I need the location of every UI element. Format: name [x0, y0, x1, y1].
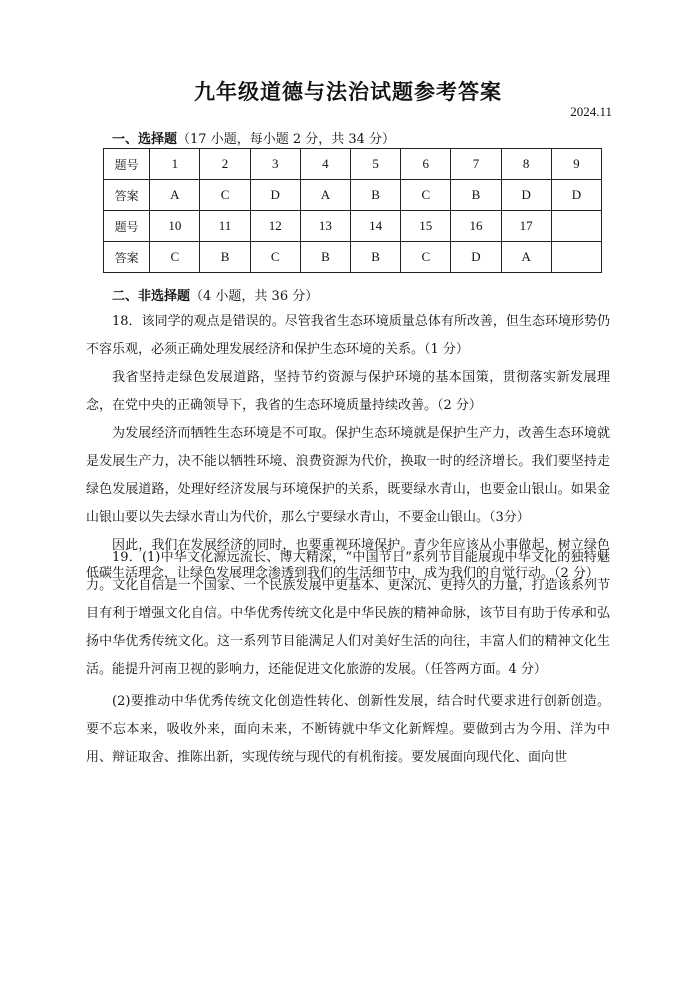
table-cell: 15 [401, 211, 451, 242]
table-cell: 12 [250, 211, 300, 242]
paragraph: 我省坚持走绿色发展道路，坚持节约资源与保护环境的基本国策，贯彻落实新发展理念，在党中央的正确领导下，我省的生态环境质量持续改善。（2 分） [86, 370, 610, 413]
paragraph: 19．(1)中华文化源远流长、博大精深，“中国节日”系列节目能展现中华文化的独特魅力。文化自信是一个国家、一个民族发展中更基本、更深沉、更持久的力量，打造该系列节目有利于增强文化自信。中华优秀传统文化是中华民族的精神命脉，该节目有助于传承和弘扬中华优秀传统文化。这一系列节目能满足人们对美好生活的向往，丰富人们的精神文化生活。能提升河南卫视的影响力，还能促进文化旅游的发展。（任答两方面。4 分） [86, 550, 610, 677]
paragraph: 18．该同学的观点是错误的。尽管我省生态环境质量总体有所改善，但生态环境形势仍不容乐观，必须正确处理发展经济和保护生态环境的关系。（1 分） [86, 314, 610, 357]
paragraph: 因此，我们在发展经济的同时，也要重视环境保护。青少年应该从小事做起，树立绿色低碳生活理念，让绿色发展理念渗透到我们的生活细节中，成为我们的自觉行动。（2 分） [86, 538, 610, 581]
table-cell [551, 242, 601, 273]
row-header-cell: 答案 [104, 242, 150, 273]
table-cell: D [250, 180, 300, 211]
table-cell: B [351, 180, 401, 211]
table-cell: 2 [200, 149, 250, 180]
table-cell: 6 [401, 149, 451, 180]
table-cell: D [551, 180, 601, 211]
date-label: 2024.11 [570, 104, 612, 119]
table-cell: C [200, 180, 250, 211]
table-cell: A [300, 180, 350, 211]
table-cell: C [401, 180, 451, 211]
table-cell: 10 [150, 211, 200, 242]
section-label: 二、非选择题 [112, 289, 191, 304]
table-cell: 16 [451, 211, 501, 242]
table-row [104, 242, 602, 273]
section-heading-choice [112, 128, 395, 147]
table-row [104, 180, 602, 211]
table-cell: D [451, 242, 501, 273]
table-row [104, 211, 602, 242]
table-cell: 11 [200, 211, 250, 242]
answer-table [103, 148, 602, 273]
page-title: 九年级道德与法治试题参考答案 [194, 79, 502, 104]
table-cell: 17 [501, 211, 551, 242]
question-19-answer [86, 544, 610, 772]
table-cell: 8 [501, 149, 551, 180]
row-header-cell: 题号 [104, 211, 150, 242]
table-cell: C [401, 242, 451, 273]
table-cell: A [501, 242, 551, 273]
table-cell: B [300, 242, 350, 273]
table-cell: 1 [150, 149, 200, 180]
section-heading-nonchoice [112, 285, 318, 304]
table-cell: C [150, 242, 200, 273]
table-cell: 7 [451, 149, 501, 180]
table-cell: B [351, 242, 401, 273]
section-label: 一、选择题 [112, 132, 178, 147]
section-note: （17 小题，每小题 2 分，共 34 分） [177, 132, 396, 147]
table-cell: 14 [351, 211, 401, 242]
table-cell: B [451, 180, 501, 211]
table-row [104, 149, 602, 180]
row-header-cell: 答案 [104, 180, 150, 211]
table-cell [551, 211, 601, 242]
table-cell: 13 [300, 211, 350, 242]
table-cell: 9 [551, 149, 601, 180]
table-cell: D [501, 180, 551, 211]
paragraph: (2)要推动中华优秀传统文化创造性转化、创新性发展，结合时代要求进行创新创造。要不忘本来，吸收外来，面向未来，不断铸就中华文化新辉煌。要做到古为今用、洋为中用、辩证取舍、推陈出新，实现传统与现代的有机衔接。要发展面向现代化、面向世 [86, 694, 610, 765]
table-cell: C [250, 242, 300, 273]
table-cell: A [150, 180, 200, 211]
table-cell: 5 [351, 149, 401, 180]
table-cell: 4 [300, 149, 350, 180]
table-cell: B [200, 242, 250, 273]
row-header-cell: 题号 [104, 149, 150, 180]
paragraph: 为发展经济而牺牲生态环境是不可取。保护生态环境就是保护生产力，改善生态环境就是发展生产力，决不能以牺牲环境、浪费资源为代价，换取一时的经济增长。我们要坚持走绿色发展道路，处理好经济发展与环境保护的关系，既要绿水青山，也要金山银山。如果金山银山要以失去绿水青山为代价，那么宁要绿水青山，不要金山银山。（3分） [86, 426, 610, 525]
table-cell: 3 [250, 149, 300, 180]
section-note: （4 小题，共 36 分） [190, 289, 319, 304]
